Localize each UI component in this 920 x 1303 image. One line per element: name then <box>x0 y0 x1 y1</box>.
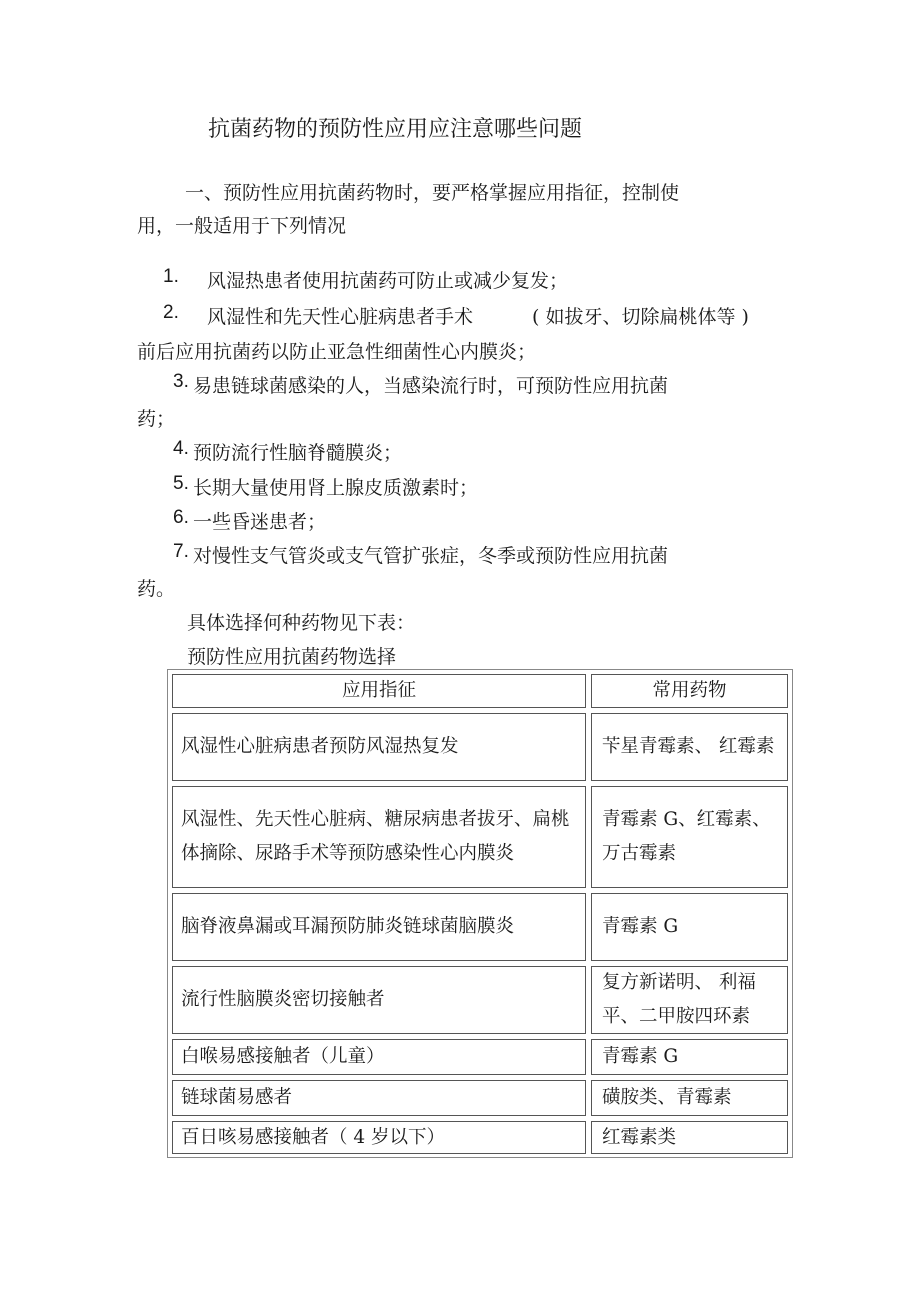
list-item: 预防流行性脑脊髓膜炎； <box>193 442 403 464</box>
list-item-number: 3. <box>173 371 189 392</box>
table-cell-indication: 风湿性心脏病患者预防风湿热复发 <box>172 713 586 781</box>
list-item: 易患链球菌感染的人，当感染流行时，可预防性应用抗菌 <box>193 375 669 397</box>
table-note: 具体选择何种药物见下表： <box>187 612 416 634</box>
table-cell-indication: 风湿性、先天性心脏病、糖尿病患者拔牙、扁桃体摘除、尿路手术等预防感染性心内膜炎 <box>172 786 586 888</box>
list-item-continuation: 前后应用抗菌药以防止亚急性细菌性心内膜炎； <box>137 341 537 363</box>
table-cell-indication: 流行性脑膜炎密切接触者 <box>172 966 586 1034</box>
table-cell-indication: 白喉易感接触者（儿童） <box>172 1039 586 1075</box>
table-cell-drug: 青霉素 G <box>591 893 788 961</box>
intro-line-1: 一、预防性应用抗菌药物时，要严格掌握应用指征，控制使 <box>185 182 680 204</box>
list-item-number: 7. <box>173 541 189 562</box>
list-item: 对慢性支气管炎或支气管扩张症，冬季或预防性应用抗菌 <box>193 545 669 567</box>
table-cell-indication: 链球菌易感者 <box>172 1080 586 1116</box>
list-item-number: 5. <box>173 473 189 494</box>
page-title: 抗菌药物的预防性应用应注意哪些问题 <box>208 117 583 142</box>
list-item: 风湿热患者使用抗菌药可防止或减少复发； <box>207 270 569 292</box>
table-cell-drug: 复方新诺明、 利福平、二甲胺四环素 <box>591 966 788 1034</box>
table-cell-drug: 苄星青霉素、 红霉素 <box>591 713 788 781</box>
list-item-number: 1. <box>163 266 179 287</box>
table-header-indication: 应用指征 <box>172 674 586 708</box>
table-cell-indication: 百日咳易感接触者（ 4 岁以下） <box>172 1121 586 1154</box>
table-cell-drug: 青霉素 G、红霉素、万古霉素 <box>591 786 788 888</box>
list-item: 风湿性和先天性心脏病患者手术 <box>207 306 474 328</box>
list-item-paren: ( 如拔牙、切除扁桃体等 ) <box>532 306 749 328</box>
table-cell-drug: 红霉素类 <box>591 1121 788 1154</box>
list-item: 一些昏迷患者； <box>193 511 327 533</box>
table-caption: 预防性应用抗菌药物选择 <box>187 646 397 668</box>
list-item-continuation: 药。 <box>137 578 176 600</box>
table-cell-indication: 脑脊液鼻漏或耳漏预防肺炎链球菌脑膜炎 <box>172 893 586 961</box>
list-item-number: 6. <box>173 507 189 528</box>
list-item: 长期大量使用肾上腺皮质激素时； <box>193 477 479 499</box>
table-cell-drug: 磺胺类、青霉素 <box>591 1080 788 1116</box>
list-item-continuation: 药； <box>137 408 176 430</box>
table-header-drug: 常用药物 <box>591 674 788 708</box>
list-item-number: 4. <box>173 438 189 459</box>
list-item-number: 2. <box>163 302 179 323</box>
table-cell-drug: 青霉素 G <box>591 1039 788 1075</box>
intro-line-2: 用，一般适用于下列情况 <box>137 215 347 237</box>
